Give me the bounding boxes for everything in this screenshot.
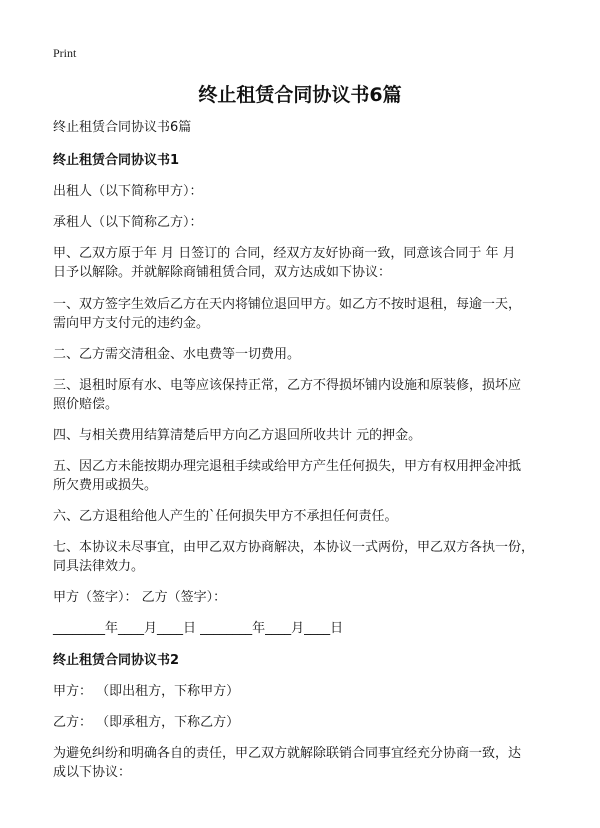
document-title: 终止租赁合同协议书6篇 bbox=[198, 84, 402, 106]
lessor-line: 出租人（以下简称甲方）： bbox=[53, 184, 203, 199]
intro-line-1: 甲、乙双方原于年 月 日签订的 合同，经双方友好协商一致，同意该合同于 年 月 bbox=[53, 246, 516, 261]
print-link[interactable]: Print bbox=[53, 46, 77, 60]
clause-2: 二、乙方需交清租金、水电费等一切费用。 bbox=[53, 347, 301, 362]
clause-6: 六、乙方退租给他人产生的`任何损失甲方不承担任何责任。 bbox=[53, 509, 398, 524]
party-b-line: 乙方： （即承租方，下称乙方） bbox=[53, 715, 240, 730]
date-line: ________年____月____日 ________年____月____日 bbox=[53, 621, 344, 636]
clause-5-line-2: 所欠费用或损失。 bbox=[53, 478, 158, 493]
section-2-intro-line-1: 为避免纠纷和明确各自的责任，甲乙双方就解除联销合同事宜经充分协商一致，达 bbox=[53, 746, 522, 761]
clause-7-line-2: 同具法律效力。 bbox=[53, 559, 145, 574]
section-1-heading: 终止租赁合同协议书1 bbox=[53, 153, 180, 168]
document-subtitle: 终止租赁合同协议书6篇 bbox=[53, 120, 192, 135]
section-2-heading: 终止租赁合同协议书2 bbox=[53, 653, 180, 668]
section-2-intro-line-2: 成以下协议： bbox=[53, 765, 132, 780]
party-a-line: 甲方： （即出租方，下称甲方） bbox=[53, 684, 240, 699]
clause-3-line-2: 照价赔偿。 bbox=[53, 397, 119, 412]
intro-line-2: 日予以解除。并就解除商铺租赁合同，双方达成如下协议： bbox=[53, 265, 392, 280]
signature-line: 甲方（签字）： 乙方（签字）： bbox=[53, 590, 227, 605]
lessee-line: 承租人（以下简称乙方）： bbox=[53, 215, 203, 230]
clause-5-line-1: 五、因乙方未能按期办理完退租手续或给甲方产生任何损失，甲方有权用押金冲抵 bbox=[53, 459, 522, 474]
clause-1-line-1: 一、双方签字生效后乙方在天内将铺位退回甲方。如乙方不按时退租，每逾一天， bbox=[53, 297, 522, 312]
clause-7-line-1: 七、本协议未尽事宜，由甲乙双方协商解决，本协议一式两份，甲乙双方各执一份， bbox=[53, 540, 535, 555]
clause-4: 四、与相关费用结算清楚后甲方向乙方退回所收共计 元的押金。 bbox=[53, 428, 422, 443]
clause-1-line-2: 需向甲方支付元的违约金。 bbox=[53, 316, 210, 331]
clause-3-line-1: 三、退租时原有水、电等应该保持正常，乙方不得损坏铺内设施和原装修，损坏应 bbox=[53, 378, 522, 393]
